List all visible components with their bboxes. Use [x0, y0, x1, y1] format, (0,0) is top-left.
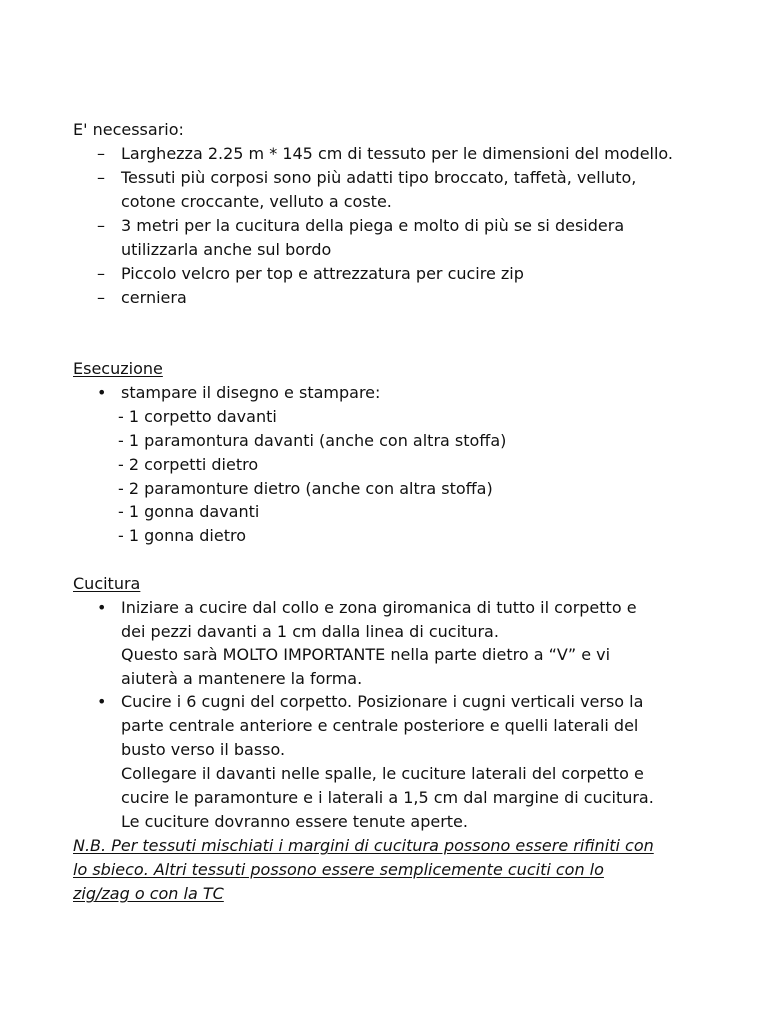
sub-item: - 1 gonna davanti [118, 502, 260, 521]
sub-item: - 2 corpetti dietro [118, 455, 259, 474]
list-dash: – [97, 216, 105, 235]
list-bullet: • [97, 692, 107, 711]
sub-item: - 1 paramontura davanti (anche con altra stoffa) [118, 431, 507, 450]
note-line: zig/zag o con la TC [73, 884, 224, 903]
list-item-text: cucire le paramonture e i laterali a 1,5 cm dal margine di cucitura. [121, 788, 654, 807]
note-line: N.B. Per tessuti mischiati i margini di cucitura possono essere rifiniti con [73, 836, 654, 855]
list-item-text: aiuterà a mantenere la forma. [121, 669, 363, 688]
list-item-text: stampare il disegno e stampare: [121, 383, 381, 402]
list-item-text: cotone croccante, velluto a coste. [121, 192, 392, 211]
sub-item: - 2 paramonture dietro (anche con altra stoffa) [118, 479, 493, 498]
list-dash: – [97, 288, 105, 307]
note-line: lo sbieco. Altri tessuti possono essere semplicemente cuciti con lo [73, 860, 604, 879]
list-dash: – [97, 168, 105, 187]
sub-item: - 1 corpetto davanti [118, 407, 277, 426]
list-item-text: Questo sarà MOLTO IMPORTANTE nella parte dietro a “V” e vi [121, 645, 611, 664]
list-item-text: utilizzarla anche sul bordo [121, 240, 332, 259]
list-item-text: dei pezzi davanti a 1 cm dalla linea di cucitura. [121, 622, 499, 641]
heading-esecuzione: Esecuzione [73, 359, 163, 378]
list-bullet: • [97, 598, 107, 617]
list-item-text: Le cuciture dovranno essere tenute aperte. [121, 812, 468, 831]
list-item-text: Cucire i 6 cugni del corpetto. Posizionare i cugni verticali verso la [121, 692, 644, 711]
list-item-text: Collegare il davanti nelle spalle, le cuciture laterali del corpetto e [121, 764, 644, 783]
list-item-text: 3 metri per la cucitura della piega e molto di più se si desidera [121, 216, 625, 235]
list-bullet: • [97, 383, 107, 402]
list-item-text: Iniziare a cucire dal collo e zona giromanica di tutto il corpetto e [121, 598, 637, 617]
list-item-text: parte centrale anteriore e centrale posteriore e quelli laterali del [121, 716, 639, 735]
sub-item: - 1 gonna dietro [118, 526, 246, 545]
list-item-text: Larghezza 2.25 m * 145 cm di tessuto per le dimensioni del modello. [121, 144, 674, 163]
list-dash: – [97, 144, 105, 163]
heading-cucitura: Cucitura [73, 574, 141, 593]
list-item-text: Tessuti più corposi sono più adatti tipo broccato, taffetà, velluto, [121, 168, 637, 187]
heading-necessario: E' necessario: [73, 120, 184, 139]
list-dash: – [97, 264, 105, 283]
list-item-text: Piccolo velcro per top e attrezzatura per cucire zip [121, 264, 524, 283]
list-item-text: busto verso il basso. [121, 740, 286, 759]
list-item-text: cerniera [121, 288, 187, 307]
